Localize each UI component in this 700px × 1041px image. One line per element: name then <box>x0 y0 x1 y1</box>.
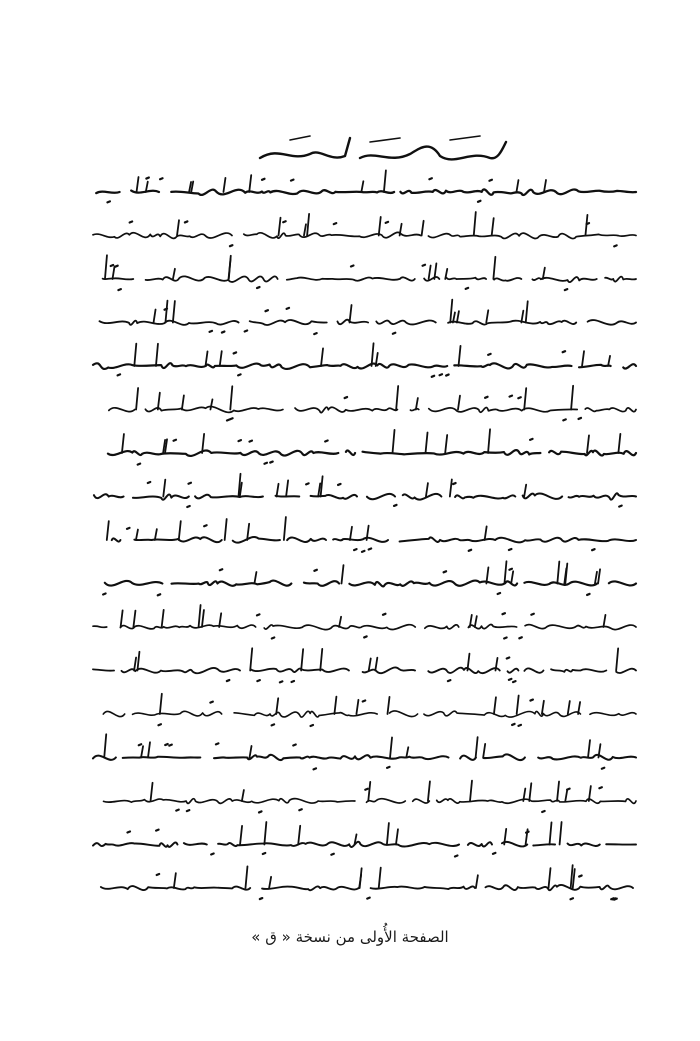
manuscript-stroke <box>155 529 157 540</box>
manuscript-dot <box>563 419 566 420</box>
manuscript-stroke <box>526 301 528 322</box>
manuscript-dot <box>542 811 545 812</box>
manuscript-dot <box>519 637 522 638</box>
manuscript-stroke <box>334 697 336 714</box>
manuscript-stroke <box>511 571 513 583</box>
manuscript-dot <box>386 222 389 223</box>
manuscript-dot <box>158 594 161 595</box>
manuscript-dot <box>599 787 602 788</box>
manuscript-stroke <box>426 433 428 453</box>
manuscript-line <box>104 537 636 543</box>
manuscript-stroke <box>361 181 363 192</box>
manuscript-stroke <box>249 175 251 192</box>
manuscript-stroke <box>524 485 526 497</box>
manuscript-dot <box>567 789 570 790</box>
manuscript-dot <box>387 767 390 768</box>
manuscript-dot <box>127 528 130 529</box>
manuscript-dot <box>272 637 275 638</box>
manuscript-dot <box>444 571 447 572</box>
manuscript-dot <box>455 855 458 856</box>
manuscript-stroke <box>163 480 165 497</box>
manuscript-dot <box>314 768 317 769</box>
manuscript-stroke <box>426 483 428 496</box>
manuscript-stroke <box>369 658 371 670</box>
manuscript-dot <box>272 724 275 725</box>
manuscript-line <box>96 189 636 195</box>
manuscript-dot <box>165 744 168 745</box>
manuscript-stroke <box>493 257 495 279</box>
manuscript-stroke <box>134 344 136 366</box>
manuscript-dot <box>158 724 161 725</box>
manuscript-stroke <box>245 866 247 888</box>
manuscript-dot <box>563 351 566 352</box>
manuscript-dot <box>238 374 241 375</box>
manuscript-stroke <box>560 822 562 844</box>
manuscript-stroke <box>457 311 459 322</box>
manuscript-dot <box>263 853 266 854</box>
manuscript-stroke <box>250 746 252 758</box>
manuscript-line <box>94 493 636 499</box>
manuscript-dot <box>257 680 260 681</box>
manuscript-dot <box>185 221 188 222</box>
manuscript-dot <box>530 439 533 440</box>
manuscript-stroke <box>557 782 559 801</box>
manuscript-dot <box>338 484 341 485</box>
manuscript-stroke <box>458 396 460 410</box>
manuscript-stroke <box>516 180 518 192</box>
manuscript-dot <box>498 593 501 594</box>
manuscript-stroke <box>279 218 281 236</box>
manuscript-dot <box>210 702 213 703</box>
manuscript-stroke <box>603 615 605 627</box>
manuscript-stroke <box>151 783 153 801</box>
manuscript-stroke <box>134 657 136 670</box>
manuscript-dot <box>446 375 449 376</box>
manuscript-stroke <box>341 565 343 583</box>
manuscript-stroke <box>578 702 580 714</box>
manuscript-dot <box>227 680 230 681</box>
manuscript-dot <box>345 397 348 398</box>
manuscript-stroke <box>359 875 361 888</box>
manuscript-dot <box>488 354 491 355</box>
manuscript-stroke <box>158 393 160 410</box>
manuscript-dot <box>262 179 265 180</box>
manuscript-dot <box>157 874 160 875</box>
manuscript-dot <box>211 854 214 855</box>
manuscript-stroke <box>616 648 618 670</box>
manuscript-stroke <box>202 610 204 627</box>
manuscript-stroke <box>450 479 452 496</box>
manuscript-dot <box>169 745 172 746</box>
manuscript-dot <box>469 550 472 551</box>
manuscript-stroke <box>529 783 531 801</box>
manuscript-line <box>93 842 636 847</box>
manuscript-dot <box>429 178 432 179</box>
manuscript-dot <box>502 613 505 614</box>
manuscript-dot <box>509 549 512 550</box>
manuscript-stroke <box>284 517 286 540</box>
manuscript-dot <box>592 549 595 550</box>
manuscript-stroke <box>396 386 398 409</box>
manuscript-dot <box>204 525 207 526</box>
manuscript-stroke <box>286 480 288 496</box>
manuscript-stroke <box>210 399 212 409</box>
manuscript-dot <box>423 265 426 266</box>
manuscript-dot <box>118 289 121 290</box>
manuscript-stroke <box>396 829 398 844</box>
manuscript-stroke <box>350 305 352 322</box>
manuscript-stroke <box>105 255 107 279</box>
manuscript-stroke <box>476 737 478 757</box>
manuscript-stroke <box>136 388 138 409</box>
manuscript-dot <box>227 419 230 420</box>
manuscript-dot <box>220 569 223 570</box>
manuscript-stroke <box>517 696 519 714</box>
manuscript-stroke <box>406 747 408 757</box>
manuscript-stroke <box>608 356 610 366</box>
manuscript-stroke <box>264 822 266 845</box>
manuscript-dot <box>260 898 263 899</box>
manuscript-dot <box>270 462 273 463</box>
manuscript-stroke <box>113 266 115 279</box>
manuscript-dot <box>118 374 121 375</box>
manuscript-dot <box>265 310 268 311</box>
manuscript-dot <box>188 483 191 484</box>
manuscript-stroke <box>162 610 164 627</box>
manuscript-stroke <box>486 310 488 322</box>
manuscript-dot <box>107 201 110 202</box>
manuscript-dot <box>325 440 328 441</box>
manuscript-stroke <box>160 694 162 714</box>
manuscript-stroke <box>219 613 221 627</box>
manuscript-stroke <box>445 435 447 453</box>
manuscript-stroke <box>301 649 303 670</box>
manuscript-stroke <box>428 781 430 801</box>
manuscript-dot <box>364 636 367 637</box>
manuscript-dot <box>334 223 337 224</box>
manuscript-dot <box>354 549 357 550</box>
manuscript-stroke <box>250 648 252 670</box>
manuscript-dot <box>579 418 582 419</box>
manuscript-dot <box>291 180 294 181</box>
manuscript-dot <box>513 681 516 682</box>
manuscript-dot <box>299 809 302 810</box>
manuscript-dot <box>613 898 616 899</box>
manuscript-dot <box>176 810 179 811</box>
manuscript-dot <box>103 593 106 594</box>
manuscript-dot <box>238 440 241 441</box>
manuscript-stroke <box>585 215 587 236</box>
manuscript-stroke <box>223 178 225 192</box>
manuscript-stroke <box>573 869 575 888</box>
manuscript-dot <box>579 876 582 877</box>
manuscript-dot <box>210 331 213 332</box>
manuscript-dot <box>453 483 456 484</box>
manuscript-dot <box>245 331 248 332</box>
manuscript-dot <box>518 725 521 726</box>
manuscript-stroke <box>368 782 370 801</box>
manuscript-stroke <box>550 822 552 844</box>
manuscript-stroke <box>474 212 476 235</box>
manuscript-dot <box>448 680 451 681</box>
manuscript-stroke <box>521 311 523 323</box>
manuscript-dot <box>283 221 286 222</box>
manuscript-stroke <box>304 224 306 235</box>
manuscript-stroke <box>416 398 418 409</box>
manuscript-dot <box>187 506 190 507</box>
manuscript-stroke <box>220 351 222 366</box>
manuscript-dot <box>531 614 534 615</box>
manuscript-stroke <box>154 310 156 323</box>
manuscript-line <box>93 625 636 630</box>
manuscript-stroke <box>136 530 138 540</box>
manuscript-stroke <box>356 700 358 714</box>
manuscript-line <box>99 320 636 325</box>
manuscript-dot <box>365 789 368 790</box>
manuscript-stroke <box>182 395 184 409</box>
manuscript-stroke <box>588 740 590 757</box>
manuscript-line <box>101 885 633 890</box>
manuscript-stroke <box>350 527 352 540</box>
manuscript-stroke <box>459 346 461 366</box>
manuscript-dot <box>504 637 507 638</box>
manuscript-dot <box>174 440 177 441</box>
manuscript-line <box>93 232 636 238</box>
manuscript-dot <box>292 681 295 682</box>
manuscript-stroke <box>557 562 559 584</box>
manuscript-dot <box>280 681 283 682</box>
manuscript-dot <box>216 743 219 744</box>
manuscript-stroke <box>156 344 158 366</box>
manuscript-line <box>93 667 636 673</box>
manuscript-dot <box>115 266 118 267</box>
manuscript-stroke <box>133 611 135 627</box>
manuscript-stroke <box>587 435 589 453</box>
manuscript-stroke <box>379 217 381 236</box>
manuscript-dot <box>257 287 260 288</box>
manuscript-dot <box>489 180 492 181</box>
manuscript-stroke <box>524 388 526 409</box>
manuscript-stroke <box>229 259 231 279</box>
manuscript-dot <box>314 333 317 334</box>
manuscript-stroke <box>242 790 244 801</box>
manuscript-dot <box>602 768 605 769</box>
manuscript-dot <box>466 288 469 289</box>
manuscript-line <box>99 406 636 412</box>
manuscript-dot <box>287 308 290 309</box>
manuscript-dot <box>306 483 309 484</box>
manuscript-stroke <box>598 569 600 583</box>
manuscript-dot <box>432 376 435 377</box>
manuscript-stroke <box>492 218 494 235</box>
manuscript-stroke <box>165 301 167 323</box>
manuscript-stroke <box>240 826 242 845</box>
manuscript-stroke <box>494 697 496 714</box>
manuscript-stroke <box>450 300 452 323</box>
manuscript-stroke <box>379 868 381 888</box>
manuscript-stroke <box>179 521 181 540</box>
manuscript-dot <box>249 441 252 442</box>
manuscript-stroke <box>307 214 309 236</box>
manuscript-handwriting <box>88 120 640 920</box>
manuscript-dot <box>139 744 142 745</box>
manuscript-stroke <box>321 476 323 496</box>
manuscript-dot <box>383 614 386 615</box>
manuscript-stroke <box>595 572 597 584</box>
manuscript-dot <box>587 594 590 595</box>
manuscript-dot <box>156 830 159 831</box>
manuscript-dot <box>619 506 622 507</box>
manuscript-stroke <box>121 610 123 627</box>
manuscript-stroke <box>339 617 341 627</box>
manuscript-stroke <box>320 649 322 671</box>
manuscript-stroke <box>571 386 573 410</box>
manuscript-stroke <box>475 616 477 627</box>
manuscript-dot <box>507 658 510 659</box>
manuscript-dot <box>257 614 260 615</box>
manuscript-stroke <box>485 526 487 540</box>
manuscript-dot <box>509 569 512 570</box>
manuscript-stroke <box>137 652 139 671</box>
manuscript-dot <box>493 853 496 854</box>
manuscript-stroke <box>104 734 106 757</box>
manuscript-stroke <box>384 170 386 192</box>
manuscript-line <box>105 581 636 587</box>
manuscript-stroke <box>137 177 139 192</box>
manuscript-dot <box>222 332 225 333</box>
manuscript-stroke <box>483 744 485 758</box>
manuscript-dot <box>587 223 590 224</box>
manuscript-dot <box>518 397 521 398</box>
manuscript-stroke <box>173 269 175 279</box>
manuscript-dot <box>187 810 190 811</box>
page-caption: الصفحة الأُولى من نسخة « ق » <box>251 928 449 946</box>
manuscript-stroke <box>387 823 389 844</box>
manuscript-stroke <box>387 697 389 714</box>
manuscript-stroke <box>582 351 584 366</box>
manuscript-dot <box>526 832 529 833</box>
manuscript-stroke <box>174 873 176 888</box>
manuscript-dot <box>485 397 488 398</box>
manuscript-stroke <box>390 737 392 757</box>
manuscript-stroke <box>254 572 256 584</box>
manuscript-dot <box>160 178 163 179</box>
manuscript-dot <box>614 245 617 246</box>
manuscript-dot <box>509 679 512 680</box>
manuscript-stroke <box>470 781 472 801</box>
manuscript-dot <box>369 548 372 549</box>
manuscript-dot <box>478 201 481 202</box>
manuscript-dot <box>363 700 366 701</box>
manuscript-dot <box>314 570 317 571</box>
manuscript-stroke <box>321 348 323 366</box>
manuscript-stroke <box>422 221 424 236</box>
manuscript-stroke <box>276 698 278 714</box>
manuscript-stroke <box>488 429 490 453</box>
manuscript-stroke <box>122 434 124 453</box>
manuscript-line <box>96 450 636 456</box>
manuscript-stroke <box>269 877 271 888</box>
manuscript-dot <box>234 352 237 353</box>
manuscript-dot <box>510 396 512 397</box>
manuscript-stroke <box>277 484 279 497</box>
manuscript-stroke <box>298 826 300 845</box>
manuscript-stroke <box>548 868 550 888</box>
manuscript-stroke <box>429 266 431 279</box>
manuscript-line <box>93 754 636 760</box>
manuscript-dot <box>165 309 168 310</box>
manuscript-dot <box>264 463 267 464</box>
manuscript-stroke <box>476 875 478 888</box>
manuscript-line <box>93 363 636 369</box>
manuscript-stroke <box>544 180 546 192</box>
manuscript-stroke <box>504 561 506 583</box>
manuscript-dot <box>127 831 130 832</box>
manuscript-stroke <box>568 701 570 714</box>
manuscript-dot <box>367 898 370 899</box>
manuscript-stroke <box>107 521 109 540</box>
manuscript-stroke <box>141 746 143 757</box>
manuscript-dot <box>393 333 396 334</box>
manuscript-stroke <box>225 519 227 540</box>
manuscript-stroke <box>393 430 395 453</box>
manuscript-dot <box>362 551 365 552</box>
manuscript-dot <box>230 245 233 246</box>
manuscript-dot <box>530 700 533 701</box>
manuscript-dot <box>148 482 151 483</box>
manuscript-line <box>97 711 636 717</box>
manuscript-dot <box>259 811 262 812</box>
manuscript-dot <box>351 265 354 266</box>
manuscript-stroke <box>542 701 544 714</box>
manuscript-dot <box>146 178 149 179</box>
manuscript-dot <box>138 464 141 465</box>
manuscript-dot <box>293 744 296 745</box>
manuscript-stroke <box>173 301 175 322</box>
manuscript-dot <box>565 289 568 290</box>
manuscript-dot <box>331 854 334 855</box>
manuscript-dot <box>570 898 573 899</box>
manuscript-stroke <box>148 742 150 757</box>
manuscript-dot <box>111 265 114 266</box>
manuscript-stroke <box>177 220 179 235</box>
manuscript-stroke <box>565 789 567 801</box>
manuscript-dot <box>512 724 515 725</box>
manuscript-stroke <box>199 605 201 627</box>
manuscript-dot <box>311 725 314 726</box>
manuscript-stroke <box>375 658 377 671</box>
manuscript-dot <box>440 374 443 375</box>
manuscript-stroke <box>618 434 620 453</box>
manuscript-stroke <box>230 386 232 409</box>
manuscript-dot <box>394 505 397 506</box>
manuscript-dot <box>130 222 133 223</box>
